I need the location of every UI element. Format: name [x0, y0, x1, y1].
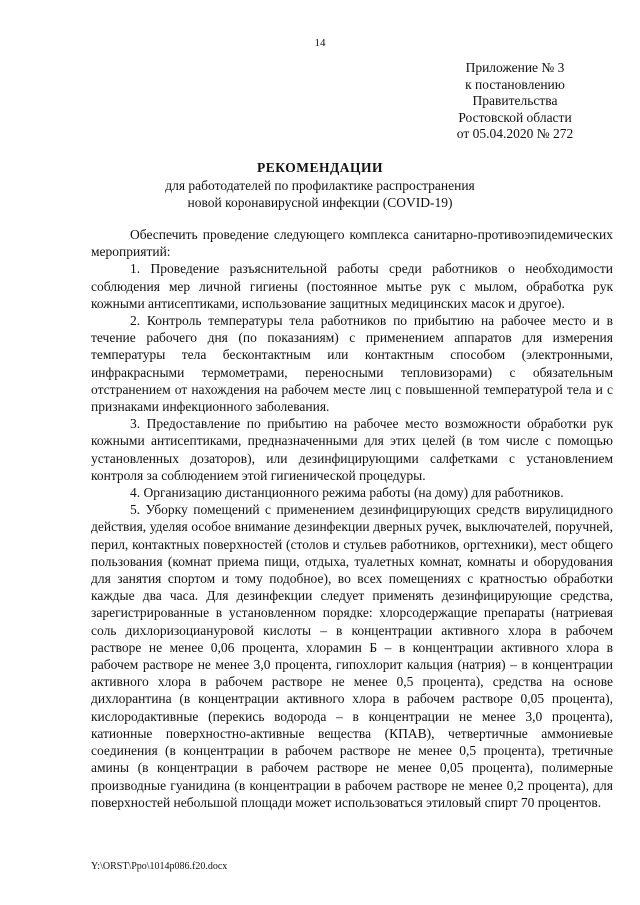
subtitle-line: для работодателей по профилактике распространения — [165, 178, 475, 193]
appendix-line: Правительства — [472, 93, 558, 108]
document-subtitle — [0, 177, 640, 211]
paragraph-item-3: 3. Предоставление по прибытию на рабочее место возможности обработки рук кожными антисептиками, предназначенными для этих целей (в том числе с помощью установленных дозаторов), или дезинфицирующими салфетками с установлением контроля за соблюдением этой гигиенической процедуры. — [91, 416, 613, 483]
appendix-line: к постановлению — [465, 76, 565, 92]
document-title: РЕКОМЕНДАЦИИ — [257, 160, 383, 175]
appendix-line: Ростовской области — [458, 109, 572, 125]
subtitle-line: новой коронавирусной инфекции (COVID-19) — [187, 195, 453, 210]
appendix-header — [400, 60, 630, 143]
paragraph-item-1: 1. Проведение разъяснительной работы среди работников о необходимости соблюдения мер личной гигиены (постоянное мытье рук с мылом, обработка рук кожными антисептиками, использование защитных медицинских масок и другое). — [91, 261, 613, 311]
paragraph-item-2: 2. Контроль температуры тела работников по прибытию на рабочее место и в течение рабочего дня (по показаниям) с применением аппаратов для измерения температуры тела бесконтактным или контактным способом (электронными, инфракрасными термометрами, переносными тепловизорами) с обязательным отстранением от нахождения на рабочем месте лиц с повышенной температурой тела и с признаками инфекционного заболевания. — [91, 313, 613, 415]
paragraph-item-5: 5. Уборку помещений с применением дезинфицирующих средств вирулицидного действия, уделяя особое внимание дезинфекции дверных ручек, выключателей, поручней, перил, контактных поверхностей (столов и стульев работников, оргтехники), мест общего пользования (комнат приема пищи, отдыха, туалетных комнат, комнаты и оборудования для занятия спортом и тому подобное), во всех помещениях с кратностью обработки каждые два часа. Для дезинфекции следует применять дезинфицирующие средства, зарегистрированные в установленном порядке: хлорсодержащие препараты (натриевая соль дихлоризоциануровой кислоты – в концентрации активного хлора в рабочем растворе не менее 0,06 процента, хлорамин Б – в концентрации активного хлора в рабочем растворе не менее 3,0 процента, гипохлорит кальция (натрия) – в концентрации активного хлора в рабочем растворе не менее 0,5 процента), средства на основе дихлорантина (в концентрации активного хлора в рабочем растворе 0,05 процента), кислородактивные (перекись водорода – в концентрации не менее 3,0 процента), катионные поверхностно-активные вещества (КПАВ), четвертичные аммониевые соединения (в концентрации в рабочем растворе не менее 0,5 процента), третичные амины (в концентрации в рабочем растворе не менее 0,05 процента), полимерные производные гуанидина (в концентрации в рабочем растворе не менее 0,2 процента), для поверхностей небольшой площади может использоваться этиловый спирт 70 процентов. — [91, 502, 613, 810]
intro-paragraph: Обеспечить проведение следующего комплекса санитарно-противоэпидемических мероприятий: — [91, 227, 613, 260]
paragraph-item-4: 4. Организацию дистанционного режима работы (на дому) для работников. — [130, 485, 564, 501]
appendix-line: от 05.04.2020 № 272 — [456, 126, 574, 141]
appendix-line: Приложение № 3 — [465, 60, 565, 75]
file-path-footer: Y:\ORST\Ppo\1014p086.f20.docx — [91, 861, 228, 872]
document-body — [91, 226, 613, 811]
page-number: 14 — [314, 37, 326, 49]
